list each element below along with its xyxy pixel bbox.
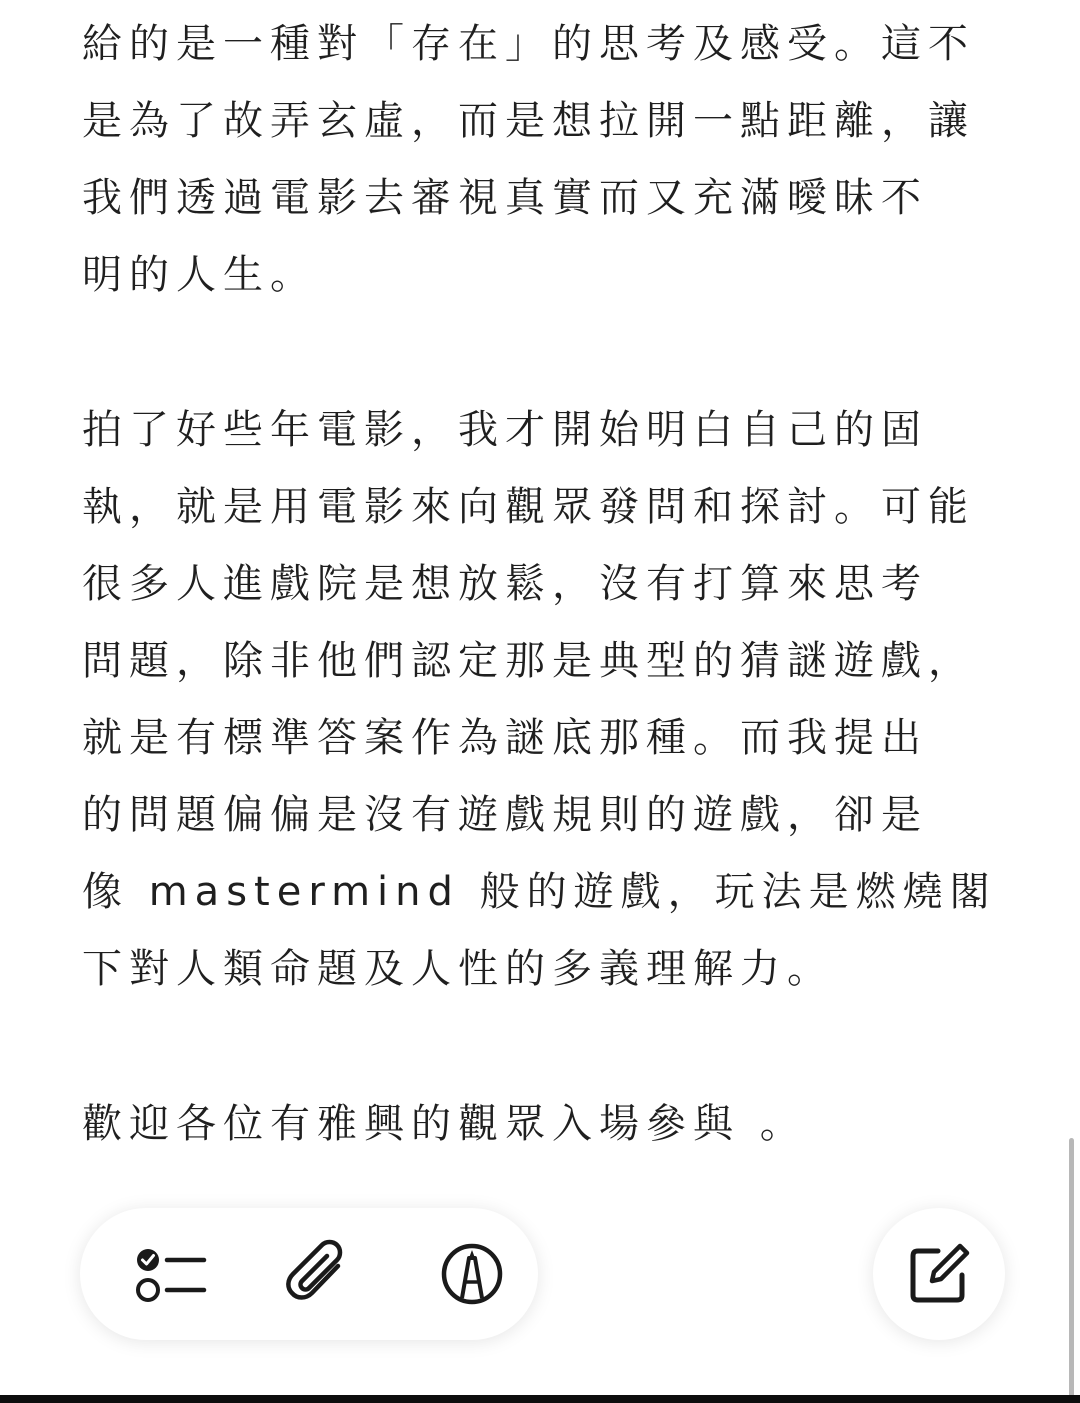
markup-button[interactable] [432,1234,512,1314]
attach-button[interactable] [280,1234,360,1314]
note-paragraph [82,392,1022,1008]
paragraph-gap [82,1008,1022,1086]
text-line: 是為了故弄玄虛，而是想拉開一點距離，讓 [82,98,975,144]
text-line: 給的是一種對「存在」的思考及感受。這不 [82,21,975,67]
checklist-icon [134,1236,210,1312]
text-line: 問題，除非他們認定那是典型的猜謎遊戲， [82,638,975,684]
text-line: 執，就是用電影來向觀眾發問和探討。可能 [82,484,975,530]
text-line: 拍了好些年電影，我才開始明白自己的固 [82,407,928,453]
checklist-button[interactable] [132,1234,212,1314]
pen-markup-icon [434,1236,510,1312]
text-line: 的問題偏偏是沒有遊戲規則的遊戲，卻是 [82,792,928,838]
bottom-toolbar [80,1208,538,1340]
text-line: 下對人類命題及人性的多義理解力。 [82,946,834,992]
text-line: 歡迎各位有雅興的觀眾入場參與 。 [82,1101,807,1147]
text-line: 就是有標準答案作為謎底那種。而我提出 [82,715,928,761]
text-line: 像 mastermind 般的遊戲，玩法是燃燒閣 [82,869,997,915]
note-paragraph [82,1086,1022,1163]
note-paragraph [82,6,1022,314]
compose-icon [904,1239,974,1309]
paragraph-gap [82,314,1022,392]
text-line: 明的人生。 [82,252,317,298]
bottom-edge-bar [0,1395,1080,1403]
paperclip-icon [282,1236,358,1312]
scrollbar[interactable] [1069,1138,1074,1400]
compose-button[interactable] [873,1208,1005,1340]
text-line: 很多人進戲院是想放鬆，沒有打算來思考 [82,561,928,607]
text-line: 我們透過電影去審視真實而又充滿曖昧不 [82,175,928,221]
note-body[interactable] [82,0,1022,1163]
